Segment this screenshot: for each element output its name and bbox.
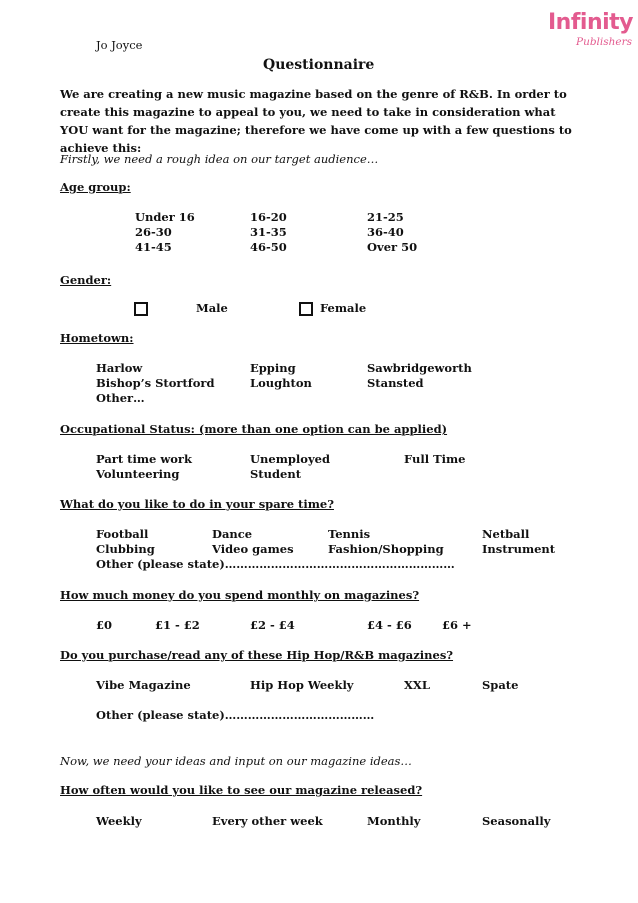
age-option[interactable]: 26-30 xyxy=(135,225,172,239)
money-option[interactable]: £1 - £2 xyxy=(155,618,200,632)
release-option[interactable]: Weekly xyxy=(96,814,142,828)
occupation-heading: Occupational Status: (more than one option can be applied) xyxy=(60,422,448,436)
spare-time-option[interactable]: Tennis xyxy=(328,527,371,541)
ideas-italic: Now, we need your ideas and input on our magazine ideas… xyxy=(60,754,412,768)
hometown-option[interactable]: Epping xyxy=(250,361,296,375)
magazine-option[interactable]: XXL xyxy=(404,678,430,692)
occupation-option[interactable]: Unemployed xyxy=(250,452,330,466)
spare-time-option[interactable]: Instrument xyxy=(482,542,556,556)
magazines-heading: Do you purchase/read any of these Hip Hop/R&B magazines? xyxy=(60,648,454,662)
magazine-other-field[interactable]: Other (please state)………………………………… xyxy=(96,708,375,722)
spare-time-option[interactable]: Fashion/Shopping xyxy=(328,542,444,556)
age-option[interactable]: 31-35 xyxy=(250,225,287,239)
release-heading: How often would you like to see our magazine released? xyxy=(60,783,423,797)
logo-subtext: Publishers xyxy=(576,36,633,48)
intro-paragraph: We are creating a new music magazine based on the genre of R&B. In order to create this magazine to appeal to you, we need to take in consideration what YOU want for the magazine; therefore we have come up with a few questions to achieve this: xyxy=(60,87,572,155)
spare-time-heading: What do you like to do in your spare time? xyxy=(60,497,334,511)
publisher-logo xyxy=(548,10,634,52)
age-option[interactable]: Over 50 xyxy=(367,240,418,254)
release-option[interactable]: Seasonally xyxy=(482,814,551,828)
release-option[interactable]: Monthly xyxy=(367,814,421,828)
gender-option-female: Female xyxy=(320,301,367,315)
occupation-option[interactable]: Student xyxy=(250,467,302,481)
female-checkbox[interactable] xyxy=(299,302,313,319)
gender-heading: Gender: xyxy=(60,273,112,287)
hometown-option[interactable]: Stansted xyxy=(367,376,424,390)
money-option[interactable]: £2 - £4 xyxy=(250,618,295,632)
logo-text: Infinity xyxy=(548,10,634,35)
hometown-heading: Hometown: xyxy=(60,331,134,345)
magazine-option[interactable]: Spate xyxy=(482,678,519,692)
release-option[interactable]: Every other week xyxy=(212,814,323,828)
spare-time-option[interactable]: Dance xyxy=(212,527,253,541)
money-option[interactable]: £4 - £6 xyxy=(367,618,412,632)
hometown-option[interactable]: Other… xyxy=(96,391,145,405)
age-option[interactable]: 36-40 xyxy=(367,225,404,239)
money-option[interactable]: £0 xyxy=(96,618,113,632)
intro-italic: Firstly, we need a rough idea on our target audience… xyxy=(60,152,379,166)
occupation-option[interactable]: Full Time xyxy=(404,452,466,466)
spare-time-option[interactable]: Video games xyxy=(212,542,294,556)
gender-option-male: Male xyxy=(196,301,228,315)
money-heading: How much money do you spend monthly on magazines? xyxy=(60,588,420,602)
age-option[interactable]: 16-20 xyxy=(250,210,287,224)
hometown-option[interactable]: Bishop’s Stortford xyxy=(96,376,215,390)
hometown-option[interactable]: Harlow xyxy=(96,361,143,375)
magazine-option[interactable]: Vibe Magazine xyxy=(96,678,191,692)
age-heading: Age group: xyxy=(60,180,131,194)
hometown-option[interactable]: Loughton xyxy=(250,376,312,390)
magazine-option[interactable]: Hip Hop Weekly xyxy=(250,678,354,692)
occupation-option[interactable]: Volunteering xyxy=(96,467,180,481)
occupation-option[interactable]: Part time work xyxy=(96,452,192,466)
spare-time-option[interactable]: Clubbing xyxy=(96,542,155,556)
age-option[interactable]: Under 16 xyxy=(135,210,195,224)
spare-time-option[interactable]: Football xyxy=(96,527,149,541)
age-option[interactable]: 41-45 xyxy=(135,240,172,254)
author-name: Jo Joyce xyxy=(96,38,143,52)
money-option[interactable]: £6 + xyxy=(442,618,472,632)
spare-time-option[interactable]: Netball xyxy=(482,527,530,541)
page-title: Questionnaire xyxy=(263,57,375,73)
age-option[interactable]: 21-25 xyxy=(367,210,404,224)
hometown-option[interactable]: Sawbridgeworth xyxy=(367,361,472,375)
male-checkbox[interactable] xyxy=(134,302,148,319)
spare-time-other-field[interactable]: Other (please state)…………………………………………………… xyxy=(96,557,455,571)
age-option[interactable]: 46-50 xyxy=(250,240,287,254)
